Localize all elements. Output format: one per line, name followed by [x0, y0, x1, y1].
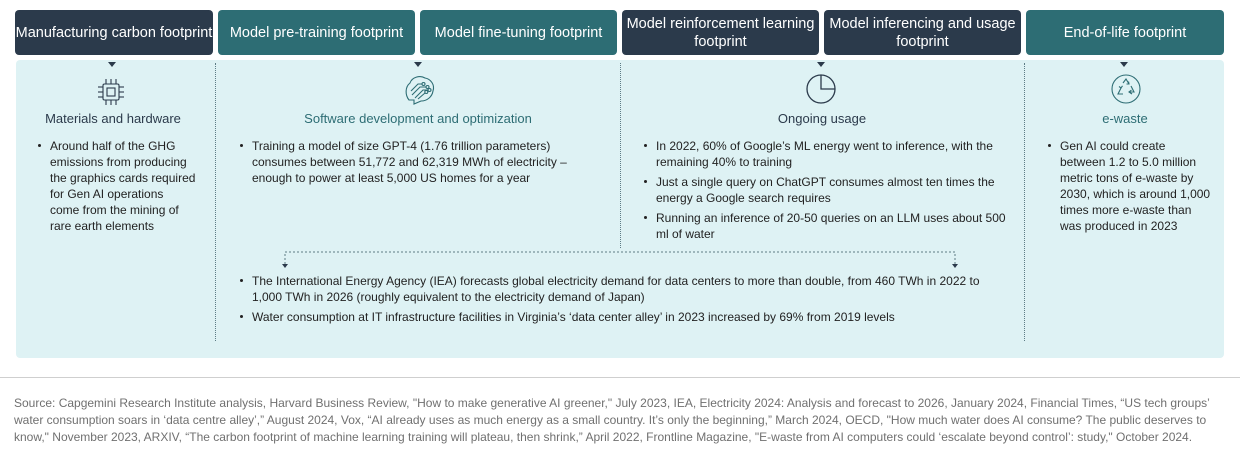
list-item: In 2022, 60% of Google’s ML energy went to inference, with the remaining 40% to training [642, 138, 1007, 170]
connector-bracket [280, 246, 964, 270]
header-label: Model inferencing and usage footprint [829, 15, 1016, 50]
pie-chart-icon [804, 71, 838, 105]
shared-bullets [238, 273, 998, 329]
header-pre-training [218, 10, 415, 55]
divider [0, 377, 1240, 378]
e-waste-bullets [1046, 138, 1211, 238]
list-item: Gen AI could create between 1.2 to 5.0 million metric tons of e-waste by 2030, which is around 1,000 times more e-waste than was produced in 2023 [1046, 138, 1211, 234]
recycle-icon [1110, 73, 1142, 105]
pointer-arrow-icon [414, 62, 422, 67]
software-bullets [238, 138, 608, 190]
header-label: Model reinforcement learning footprint [626, 15, 815, 50]
materials-bullets [36, 138, 196, 238]
header-inferencing [824, 10, 1021, 55]
section-title-software: Software development and optimization [304, 111, 532, 126]
pointer-arrow-icon [108, 62, 116, 67]
header-end-of-life [1026, 10, 1224, 55]
header-label: Model pre-training footprint [229, 24, 404, 41]
section-title-materials: Materials and hardware [45, 111, 181, 126]
list-item: Around half of the GHG emissions from producing the graphics cards required for Gen AI operations come from the mining of rare earth elements [36, 138, 196, 234]
header-reinforcement [622, 10, 819, 55]
divider [1024, 63, 1025, 341]
divider [620, 63, 621, 248]
list-item: Just a single query on ChatGPT consumes almost ten times the energy a Google search requires [642, 174, 1007, 206]
header-fine-tuning [420, 10, 617, 55]
source-note: Source: Capgemini Research Institute analysis, Harvard Business Review, "How to make generative AI greener," July 2023, IEA, Electricity 2024: Analysis and forecast to 2026, January 2024, Financial Times, “US tech groups’ water consumption soars in ‘data centre alley’,” August 2024, Vox, “AI already uses as much energy as a small country. It’s only the beginning,” March 2024, OECD, "How much water does AI consume? The public deserves to know," November 2023, ARXIV, “The carbon footprint of machine learning training will plateau, then shrink,” April 2022, Frontline Magazine, "E-waste from AI computers could ‘escalate beyond control’: study," October 2024. [14, 396, 1210, 444]
pointer-arrow-icon [817, 62, 825, 67]
chip-icon [95, 76, 127, 108]
list-item: Training a model of size GPT-4 (1.76 trillion parameters) consumes between 51,772 and 62,319 MWh of electricity – enough to power at least 5,000 US homes for a year [238, 138, 608, 186]
list-item: The International Energy Agency (IEA) forecasts global electricity demand for data centers to more than double, from 460 TWh in 2022 to 1,000 TWh in 2026 (roughly equivalent to the electricity demand of Japan) [238, 273, 998, 305]
header-manufacturing [15, 10, 213, 55]
header-label: Model fine-tuning footprint [434, 24, 603, 41]
section-title-e-waste: e-waste [1102, 111, 1148, 126]
list-item: Running an inference of 20-50 queries on an LLM uses about 500 ml of water [642, 210, 1007, 242]
ongoing-usage-bullets [642, 138, 1007, 246]
header-label: End-of-life footprint [1063, 24, 1187, 41]
header-label: Manufacturing carbon footprint [15, 24, 213, 41]
pointer-arrow-icon [1120, 62, 1128, 67]
divider [215, 63, 216, 341]
section-title-ongoing-usage: Ongoing usage [777, 111, 867, 126]
list-item: Water consumption at IT infrastructure facilities in Virginia’s ‘data center alley’ in 2023 increased by 69% from 2019 levels [238, 309, 998, 325]
brain-circuit-icon [402, 73, 438, 107]
